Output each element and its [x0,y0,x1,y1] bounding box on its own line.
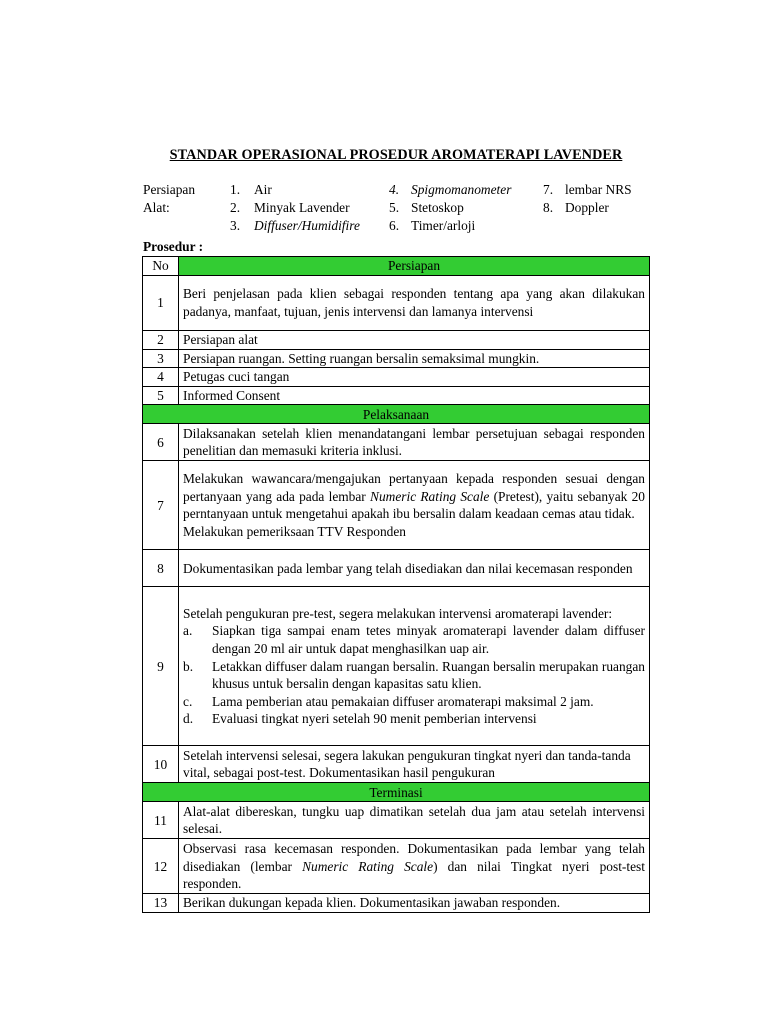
tool-number: 6. [389,218,400,233]
tool-number: 4. [389,182,400,197]
table-row [143,894,650,913]
row-text: Persiapan alat [179,331,650,350]
row-text: Berikan dukungan kepada klien. Dokumentasikan jawaban responden. [179,894,650,913]
row-number: 10 [143,746,179,783]
tool-item-doppler: Doppler [565,200,609,215]
row-number: 1 [143,276,179,331]
row-number: 13 [143,894,179,913]
tool-item-minyak-lavender: Minyak Lavender [254,200,350,215]
row-number: 6 [143,424,179,461]
column-header-no: No [143,257,179,276]
tool-item-stetoskop: Stetoskop [411,200,464,215]
tool-item-spigmomanometer: Spigmomanometer [411,182,512,197]
row-text: Melakukan wawancara/mengajukan pertanyaan kepada responden sesuai dengan pertanyaan yang ada pada lembar Numeric Rating Scale (Pretest), yaitu sebanyak 20 perntanyaan untuk mengetahui apakah ibu bersalin dalam keadaan cemas atau tidak. Melakukan pemeriksaan TTV Responden [179,461,650,550]
row-text: Dilaksanakan setelah klien menandatangani lembar persetujuan sebagai responden penelitian dan memasuki kriteria inklusi. [179,424,650,461]
section-header-persiapan: Persiapan [179,257,650,276]
row-text: Alat-alat dibereskan, tungku uap dimatikan setelah dua jam atau setelah intervensi selesai. [179,802,650,839]
row-number: 5 [143,386,179,405]
sub-step: d. Evaluasi tingkat nyeri setelah 90 menit pemberian intervensi [183,711,537,727]
table-row [143,802,650,839]
row-number: 9 [143,587,179,746]
tool-item-air: Air [254,182,272,197]
tools-label-persiapan: Persiapan [143,182,196,197]
tools-label-alat: Alat: [143,200,170,215]
procedure-table [142,256,650,913]
row-text [179,587,650,746]
row-number: 8 [143,550,179,587]
table-row [143,839,650,894]
table-row [143,276,650,331]
tool-number: 2. [230,200,241,215]
row-text: Observasi rasa kecemasan responden. Dokumentasikan pada lembar yang telah disediakan (lembar Numeric Rating Scale) dan nilai Tingkat nyeri post-test responden. [179,839,650,894]
tool-number: 5. [389,200,400,215]
row-number: 2 [143,331,179,350]
tool-number: 8. [543,200,554,215]
tool-number: 1. [230,182,241,197]
table-row [143,461,650,550]
tool-number: 7. [543,182,554,197]
table-row [143,550,650,587]
row-number: 3 [143,349,179,368]
table-header-row [143,257,650,276]
sub-step: b. Letakkan diffuser dalam ruangan bersalin. Ruangan bersalin merupakan ruangan khusus untuk bersalin dengan kapasitas satu klien. [183,658,645,692]
section-row [143,783,650,802]
tool-item-diffuser: Diffuser/Humidifire [254,218,360,233]
prosedur-label: Prosedur : [143,239,204,254]
table-row [143,368,650,387]
section-header-pelaksanaan: Pelaksanaan [143,405,650,424]
table-row [143,349,650,368]
tool-item-lembar-nrs: lembar NRS [565,182,632,197]
row-number: 7 [143,461,179,550]
sub-step: a. Siapkan tiga sampai enam tetes minyak aromaterapi lavender dalam diffuser dengan 20 ml air untuk dapat menghasilkan uap air. [183,623,645,656]
row-text: Informed Consent [179,386,650,405]
row-text: Setelah intervensi selesai, segera lakukan pengukuran tingkat nyeri dan tanda-tanda vital, sebagai post-test. Dokumentasikan hasil pengukuran [179,746,650,783]
row-text: Persiapan ruangan. Setting ruangan bersalin semaksimal mungkin. [179,349,650,368]
intervention-intro: Setelah pengukuran pre-test, segera melakukan intervensi aromaterapi lavender: [183,605,613,621]
table-row [143,424,650,461]
row-number: 4 [143,368,179,387]
row-number: 12 [143,839,179,894]
table-row [143,746,650,783]
row-number: 11 [143,802,179,839]
document-title: STANDAR OPERASIONAL PROSEDUR AROMATERAPI LAVENDER [169,147,623,163]
row-text: Beri penjelasan pada klien sebagai responden tentang apa yang akan dilakukan padanya, manfaat, tujuan, jenis intervensi dan lamanya intervensi [179,276,650,331]
tool-item-timer: Timer/arloji [411,218,476,233]
table-row [143,331,650,350]
table-row [143,386,650,405]
tool-number: 3. [230,218,241,233]
section-row [143,405,650,424]
row-text: Dokumentasikan pada lembar yang telah disediakan dan nilai kecemasan responden [179,550,650,587]
row-text: Petugas cuci tangan [179,368,650,387]
table-row [143,587,650,746]
sub-step: c. Lama pemberian atau pemakaian diffuser aromaterapi maksimal 2 jam. [183,693,594,709]
section-header-terminasi: Terminasi [143,783,650,802]
